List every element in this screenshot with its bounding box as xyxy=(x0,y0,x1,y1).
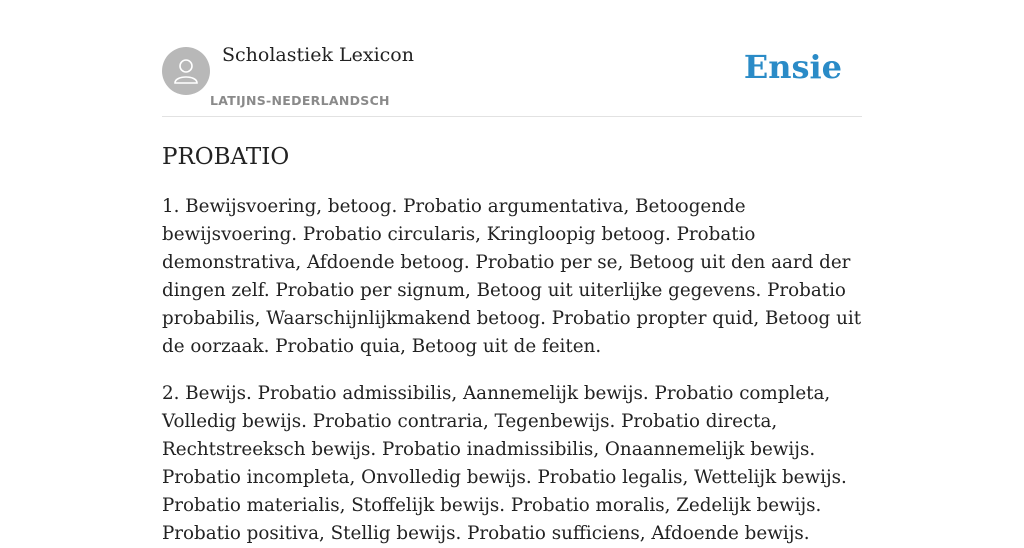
definition-paragraph: 2. Bewijs. Probatio admissibilis, Aannemelijk bewijs. Probatio completa, Volledig bewijs. Probatio contraria, Tegenbewijs. Probatio directa, Rechtstreeksch bewijs. Probatio inadmissibilis, Onaannemelijk bewijs. Probatio incompleta, Onvolledig bewijs. Probatio legalis, Wettelijk bewijs. Probatio materialis, Stoffelijk bewijs. Probatio moralis, Zedelijk bewijs. Probatio positiva, Stellig bewijs. Probatio sufficiens, Afdoende bewijs. xyxy=(162,383,847,544)
main-content xyxy=(162,0,862,548)
ensie-logo[interactable]: Ensie xyxy=(743,48,842,86)
entry-title: PROBATIO xyxy=(162,144,290,170)
avatar[interactable] xyxy=(162,47,210,95)
source-subtitle: LATIJNS-NEDERLANDSCH xyxy=(210,93,390,108)
source-title[interactable]: Scholastiek Lexicon xyxy=(222,44,414,66)
user-icon xyxy=(171,56,201,86)
definition-paragraph: 1. Bewijsvoering, betoog. Probatio argumentativa, Betoogende bewijsvoering. Probatio circularis, Kringloopig betoog. Probatio demonstrativa, Afdoende betoog. Probatio per se, Betoog uit den aard der dingen zelf. Probatio per signum, Betoog uit uiterlijke gegevens. Probatio probabilis, Waarschijnlijkmakend betoog. Probatio propter quid, Betoog uit de oorzaak. Probatio quia, Betoog uit de feiten. xyxy=(162,196,862,357)
entry-header xyxy=(162,0,862,117)
